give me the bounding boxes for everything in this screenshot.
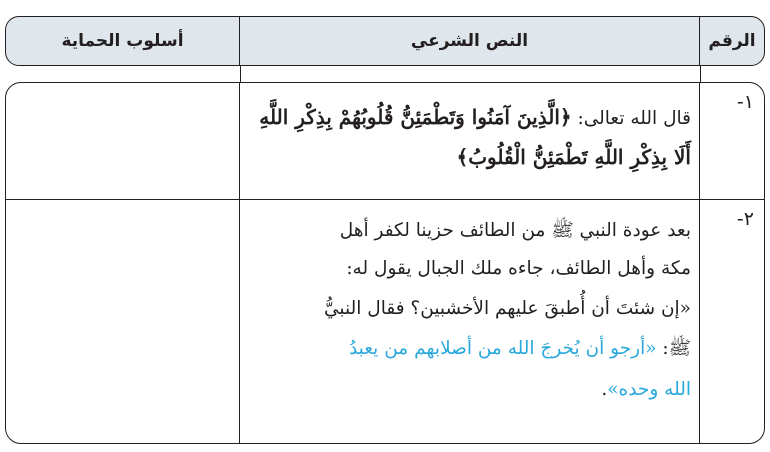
peace-be-upon-him: ﷺ:: [656, 338, 691, 359]
header-text: النص الشرعي: [239, 17, 699, 65]
text-line: مكة وأهل الطائف، جاءه ملك الجبال يقول له:: [346, 258, 691, 279]
table-header: [5, 16, 765, 66]
text-line: بعد عودة النبي ﷺ من الطائف حزينا لكفر أهل: [339, 220, 691, 241]
header-spacer: [5, 66, 765, 82]
hadith-quote: «أرجو أن يُخرجَ الله من أصلابهم من يعبدُ: [348, 338, 657, 359]
quote-intro: قال الله تعالى:: [571, 108, 691, 129]
row-number-cell: [699, 83, 764, 199]
spacer-number: [700, 66, 765, 82]
row-text-cell: [239, 200, 699, 444]
text-line: «إن شئتَ أن أُطبقَ عليهم الأخشبين؟ فقال النبيُّ: [324, 298, 691, 319]
text-line: [248, 381, 691, 400]
quran-verse: ﴿الَّذِينَ آمَنُوا وَتَطْمَئِنُّ قُلُوبُهُمْ بِذِكْرِ اللَّهِ: [259, 105, 572, 129]
row-method-cell: [6, 200, 239, 444]
spacer-text: [240, 66, 700, 82]
row-number-cell: [699, 200, 764, 444]
text-line: [248, 107, 691, 129]
row-text-cell: [239, 83, 699, 199]
sentence-end: .: [601, 379, 608, 400]
row-number: ١-: [736, 91, 754, 113]
text-line: [248, 340, 691, 359]
row-method-cell: [6, 83, 239, 199]
row-number: ٢-: [736, 208, 754, 230]
header-method: أسلوب الحماية: [61, 31, 184, 51]
quran-verse: أَلَا بِذِكْرِ اللَّهِ تَطْمَئِنُّ الْقُلُوبُ﴾: [456, 145, 691, 169]
table-body: [5, 82, 765, 444]
table-row: [6, 83, 764, 200]
header-number: الرقم: [699, 17, 764, 65]
table-row: [6, 200, 764, 444]
text-line: [248, 147, 691, 169]
hadith-quote: الله وحده»: [607, 379, 691, 400]
